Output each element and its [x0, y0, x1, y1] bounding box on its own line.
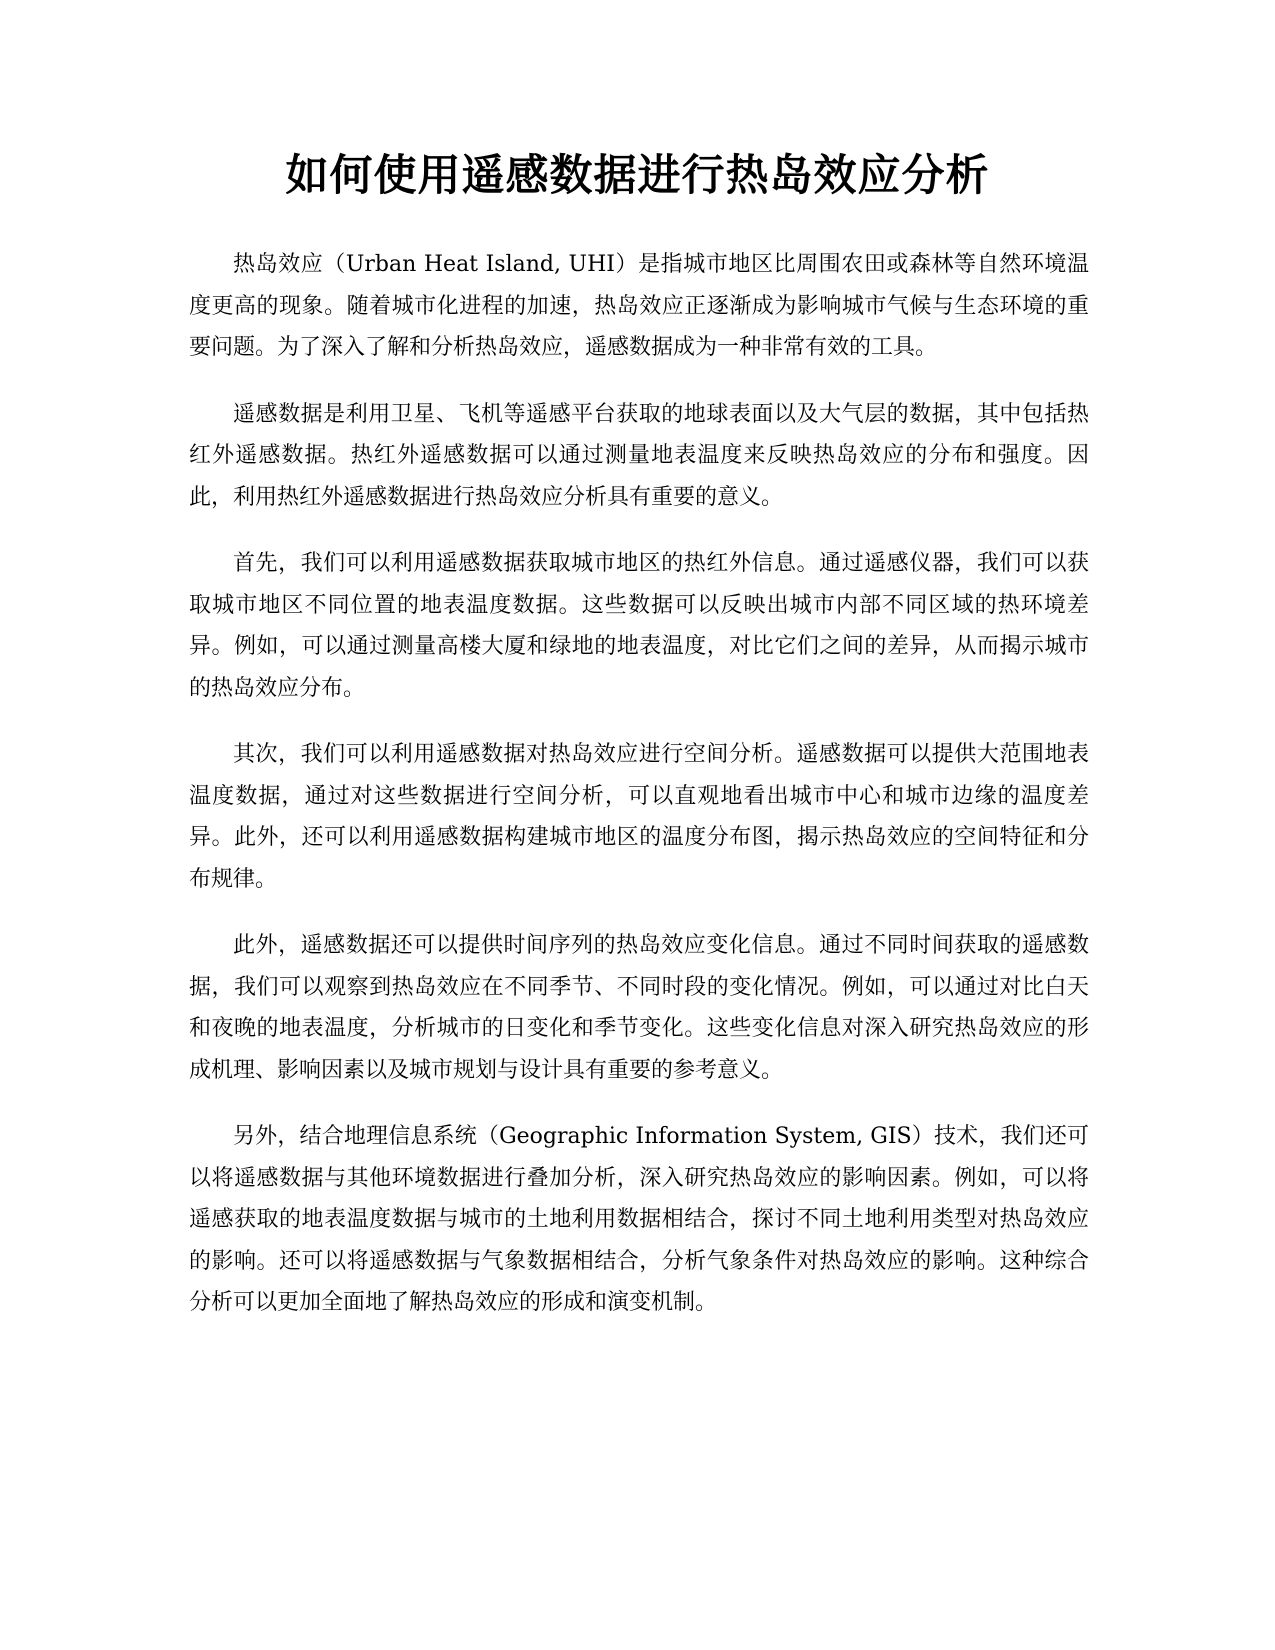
paragraph-first: 首先，我们可以利用遥感数据获取城市地区的热红外信息。通过遥感仪器，我们可以获取城市地区不同位置的地表温度数据。这些数据可以反映出城市内部不同区域的热环境差异。例如，可以通过测量高楼大厦和绿地的地表温度，对比它们之间的差异，从而揭示城市的热岛效应分布。	[189, 551, 1089, 701]
paragraph-intro: 热岛效应（Urban Heat Island, UHI）是指城市地区比周围农田或森林等自然环境温度更高的现象。随着城市化进程的加速，热岛效应正逐渐成为影响城市气候与生态环境的重要问题。为了深入了解和分析热岛效应，遥感数据成为一种非常有效的工具。	[189, 252, 1089, 360]
paragraph-remote-sensing-data: 遥感数据是利用卫星、飞机等遥感平台获取的地球表面以及大气层的数据，其中包括热红外遥感数据。热红外遥感数据可以通过测量地表温度来反映热岛效应的分布和强度。因此，利用热红外遥感数据进行热岛效应分析具有重要的意义。	[189, 401, 1089, 510]
paragraph-time-series: 此外，遥感数据还可以提供时间序列的热岛效应变化信息。通过不同时间获取的遥感数据，我们可以观察到热岛效应在不同季节、不同时段的变化情况。例如，可以通过对比白天和夜晚的地表温度，分析城市的日变化和季节变化。这些变化信息对深入研究热岛效应的形成机理、影响因素以及城市规划与设计具有重要的参考意义。	[189, 933, 1089, 1083]
paragraph-gis: 另外，结合地理信息系统（Geographic Information System, GIS）技术，我们还可以将遥感数据与其他环境数据进行叠加分析，深入研究热岛效应的影响因素。例如，可以将遥感获取的地表温度数据与城市的土地利用数据相结合，探讨不同土地利用类型对热岛效应的影响。还可以将遥感数据与气象数据相结合，分析气象条件对热岛效应的影响。这种综合分析可以更加全面地了解热岛效应的形成和演变机制。	[189, 1124, 1089, 1315]
document-title: 如何使用遥感数据进行热岛效应分析	[285, 151, 990, 201]
paragraph-second: 其次，我们可以利用遥感数据对热岛效应进行空间分析。遥感数据可以提供大范围地表温度数据，通过对这些数据进行空间分析，可以直观地看出城市中心和城市边缘的温度差异。此外，还可以利用遥感数据构建城市地区的温度分布图，揭示热岛效应的空间特征和分布规律。	[189, 742, 1089, 892]
document-body	[189, 244, 1089, 1349]
